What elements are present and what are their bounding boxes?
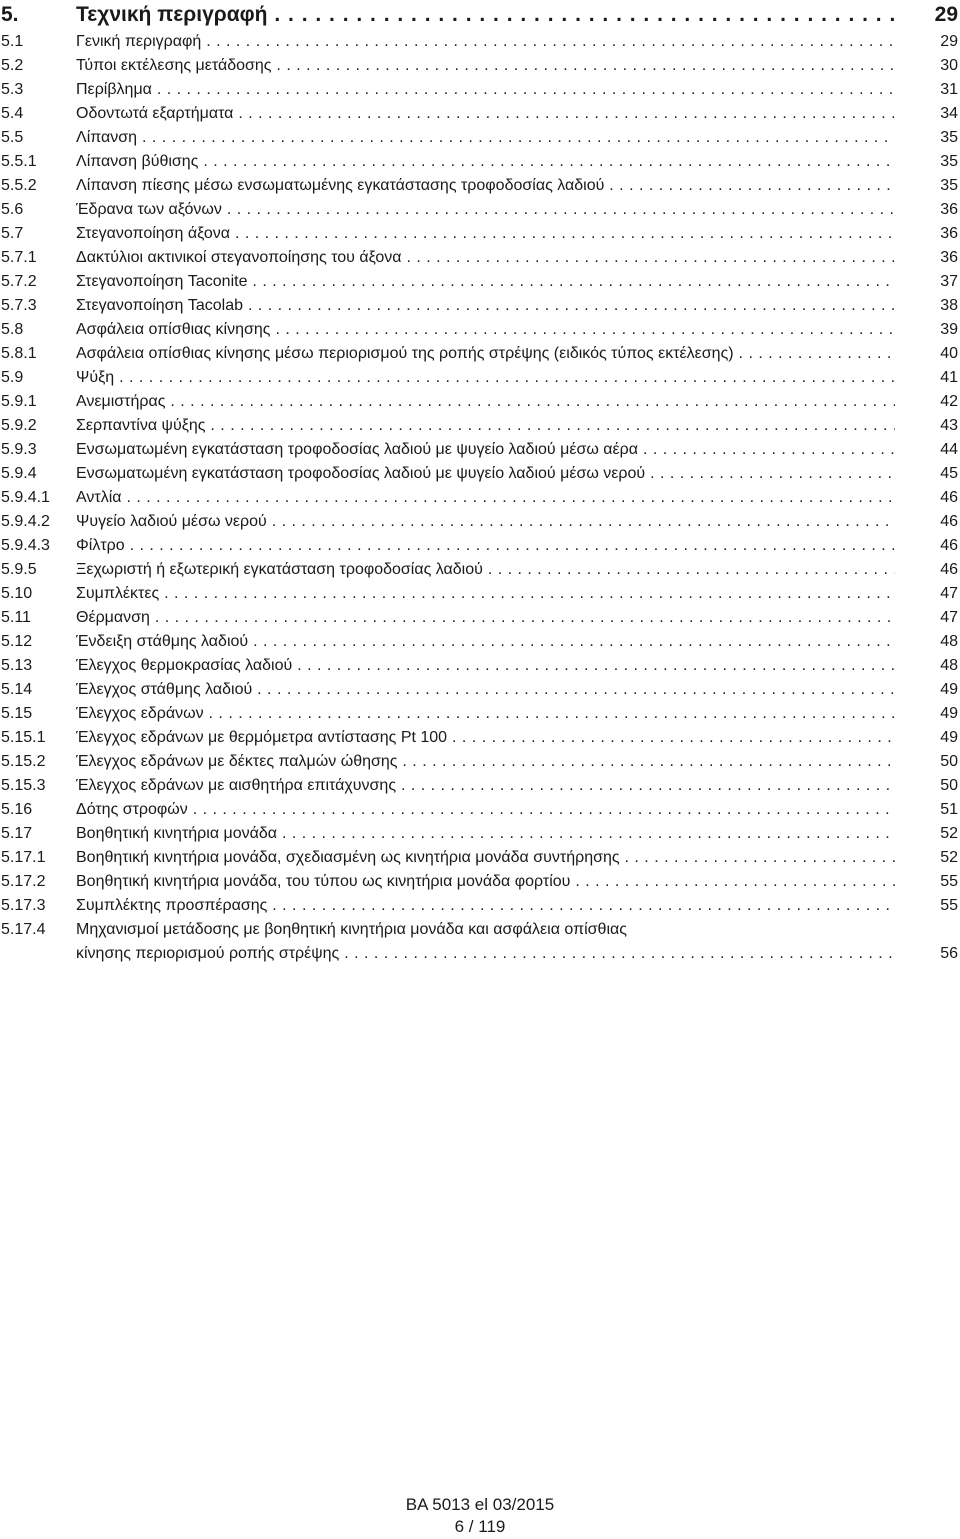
toc-title: Λίπανση . . . <box>76 126 895 150</box>
toc-page: 49 <box>940 705 958 722</box>
toc-title: Έλεγχος στάθμης λαδιού . . . <box>76 678 895 702</box>
toc-title: Στεγανοποίηση Taconite . . . <box>76 270 895 294</box>
toc-number: 5.7.2 <box>1 273 37 290</box>
toc-entry[interactable] <box>0 270 960 294</box>
toc-number: 5.8 <box>1 321 24 338</box>
toc-number: 5.15.1 <box>1 729 46 746</box>
toc-entry[interactable] <box>0 438 960 462</box>
document-id: BA 5013 el 03/2015 <box>405 1495 555 1514</box>
toc-page: 55 <box>940 873 958 890</box>
toc-entry[interactable] <box>0 486 960 510</box>
toc-entry[interactable] <box>0 678 960 702</box>
toc-entry[interactable] <box>0 750 960 774</box>
toc-title: Στεγανοποίηση Tacolab . . . <box>76 294 895 318</box>
toc-title: Βοηθητική κινητήρια μονάδα . . . <box>76 822 895 846</box>
toc-title: Δακτύλιοι ακτινικοί στεγανοποίησης του άξονα . . . <box>76 246 895 270</box>
toc-title-line-1: Μηχανισμοί μετάδοσης με βοηθητική κινητήρια μονάδα και ασφάλεια οπίσθιας <box>76 921 627 938</box>
toc-page: 49 <box>940 729 958 746</box>
toc-title: Ένδειξη στάθμης λαδιού . . . <box>76 630 895 654</box>
toc-entry[interactable] <box>0 726 960 750</box>
toc-page: 36 <box>940 201 958 218</box>
toc-title: Ανεμιστήρας . . . <box>76 390 895 414</box>
toc-page: 42 <box>940 393 958 410</box>
toc-number: 5.8.1 <box>1 345 37 362</box>
toc-entry[interactable] <box>0 174 960 198</box>
toc-entry[interactable] <box>0 78 960 102</box>
toc-number: 5.17.4 <box>1 921 46 938</box>
toc-page: 56 <box>940 945 958 962</box>
toc-title: Τύποι εκτέλεσης μετάδοσης . . . <box>76 54 895 78</box>
toc-entry[interactable] <box>0 630 960 654</box>
toc-entry[interactable] <box>0 30 960 54</box>
toc-title: Φίλτρο . . . <box>76 534 895 558</box>
toc-entry-two-line[interactable] <box>0 918 960 966</box>
toc-entry[interactable] <box>0 510 960 534</box>
toc-title: Ξεχωριστή ή εξωτερική εγκατάσταση τροφοδοσίας λαδιού . . . <box>76 558 895 582</box>
toc-page: 35 <box>940 129 958 146</box>
toc-title: Βοηθητική κινητήρια μονάδα, του τύπου ως κινητήρια μονάδα φορτίου . . . <box>76 870 895 894</box>
toc-title: Έλεγχος εδράνων με θερμόμετρα αντίστασης Pt 100 . . . <box>76 726 895 750</box>
toc-page: 38 <box>940 297 958 314</box>
toc-title: Λίπανση πίεσης μέσω ενσωματωμένης εγκατάστασης τροφοδοσίας λαδιού . . . <box>76 174 895 198</box>
toc-number: 5.4 <box>1 105 24 122</box>
toc-number: 5.9.2 <box>1 417 37 434</box>
toc-page: 43 <box>940 417 958 434</box>
toc-entry[interactable] <box>0 54 960 78</box>
toc-entry[interactable] <box>0 702 960 726</box>
toc-number: 5.15.2 <box>1 753 46 770</box>
toc-title: Θέρμανση . . . <box>76 606 895 630</box>
toc-page: 36 <box>940 249 958 266</box>
toc-page: 31 <box>940 81 958 98</box>
toc-page: 46 <box>940 489 958 506</box>
toc-title: Γενική περιγραφή . . . <box>76 30 895 54</box>
toc-number: 5.13 <box>1 657 33 674</box>
toc-page: 46 <box>940 513 958 530</box>
toc-page: 36 <box>940 225 958 242</box>
toc-chapter-heading[interactable] <box>0 0 960 30</box>
toc-entry[interactable] <box>0 126 960 150</box>
toc-entry[interactable] <box>0 318 960 342</box>
toc-page: 47 <box>940 609 958 626</box>
toc-title: Στεγανοποίηση άξονα . . . <box>76 222 895 246</box>
toc-title: Έλεγχος εδράνων . . . <box>76 702 895 726</box>
toc-entry[interactable] <box>0 822 960 846</box>
toc-title: Ενσωματωμένη εγκατάσταση τροφοδοσίας λαδιού με ψυγείο λαδιού μέσω αέρα . . . <box>76 438 895 462</box>
toc-entry[interactable] <box>0 150 960 174</box>
toc-number: 5.17.1 <box>1 849 46 866</box>
toc-title: Αντλία . . . <box>76 486 895 510</box>
toc-number: 5.16 <box>1 801 33 818</box>
toc-page: 34 <box>940 105 958 122</box>
toc-entry[interactable] <box>0 102 960 126</box>
toc-page: 30 <box>940 57 958 74</box>
toc-page: 47 <box>940 585 958 602</box>
toc-page: 45 <box>940 465 958 482</box>
toc-title: Οδοντωτά εξαρτήματα . . . <box>76 102 895 126</box>
toc-entry[interactable] <box>0 774 960 798</box>
toc-number: 5.9.5 <box>1 561 37 578</box>
toc-number: 5.7 <box>1 225 24 242</box>
toc-number: 5.15 <box>1 705 33 722</box>
toc-number: 5.5.1 <box>1 153 37 170</box>
toc-page: 51 <box>940 801 958 818</box>
toc-number: 5.5 <box>1 129 24 146</box>
toc-entry[interactable] <box>0 414 960 438</box>
toc-number: 5.14 <box>1 681 33 698</box>
toc-number: 5.7.3 <box>1 297 37 314</box>
toc-title: Ασφάλεια οπίσθιας κίνησης . . . <box>76 318 895 342</box>
toc-entry[interactable] <box>0 342 960 366</box>
toc-title: Έλεγχος εδράνων με αισθητήρα επιτάχυνσης . . . <box>76 774 895 798</box>
toc-entry[interactable] <box>0 846 960 870</box>
toc-number: 5.17 <box>1 825 33 842</box>
toc-page: 35 <box>940 177 958 194</box>
toc-entry[interactable] <box>0 582 960 606</box>
toc-entry[interactable] <box>0 558 960 582</box>
toc-page: 48 <box>940 657 958 674</box>
toc-number: 5.6 <box>1 201 24 218</box>
toc-page: 41 <box>940 369 958 386</box>
toc-page: 52 <box>940 849 958 866</box>
toc-entry[interactable] <box>0 198 960 222</box>
toc-title: Τεχνική περιγραφή . . . <box>76 0 895 30</box>
toc-title: Συμπλέκτες . . . <box>76 582 895 606</box>
toc-entry[interactable] <box>0 606 960 630</box>
toc-page: 44 <box>940 441 958 458</box>
toc-entry[interactable] <box>0 222 960 246</box>
page-indicator: 6 / 119 <box>454 1517 506 1536</box>
toc-entry[interactable] <box>0 870 960 894</box>
toc-page: 39 <box>940 321 958 338</box>
toc-title: Περίβλημα . . . <box>76 78 895 102</box>
toc-title: Ασφάλεια οπίσθιας κίνησης μέσω περιορισμού της ροπής στρέψης (ειδικός τύπος εκτέλεσης) . . . <box>76 342 895 366</box>
toc-number: 5.1 <box>1 33 24 50</box>
toc-number: 5.9.4 <box>1 465 37 482</box>
toc-number: 5.5.2 <box>1 177 37 194</box>
toc-page: 46 <box>940 537 958 554</box>
toc-page: 35 <box>940 153 958 170</box>
toc-title: Ενσωματωμένη εγκατάσταση τροφοδοσίας λαδιού με ψυγείο λαδιού μέσω νερού . . . <box>76 462 895 486</box>
toc-entry[interactable] <box>0 894 960 918</box>
toc-title: Έλεγχος εδράνων με δέκτες παλμών ώθησης . . . <box>76 750 895 774</box>
toc-number: 5.9.4.1 <box>1 489 50 506</box>
toc-number: 5. <box>1 3 19 26</box>
toc-number: 5.11 <box>1 609 31 626</box>
toc-page: 52 <box>940 825 958 842</box>
toc-entry[interactable] <box>0 366 960 390</box>
toc-number: 5.12 <box>1 633 33 650</box>
toc-entry[interactable] <box>0 246 960 270</box>
toc-title: Έδρανα των αξόνων . . . <box>76 198 895 222</box>
toc-entry[interactable] <box>0 462 960 486</box>
toc-entry[interactable] <box>0 390 960 414</box>
toc-title: Σερπαντίνα ψύξης . . . <box>76 414 895 438</box>
toc-page: 37 <box>940 273 958 290</box>
toc-page: 40 <box>940 345 958 362</box>
toc-title: Ψύξη . . . <box>76 366 895 390</box>
toc-title: Έλεγχος θερμοκρασίας λαδιού . . . <box>76 654 895 678</box>
toc-entry[interactable] <box>0 534 960 558</box>
toc-page: 50 <box>940 777 958 794</box>
toc-number: 5.17.2 <box>1 873 46 890</box>
toc-number: 5.9.4.2 <box>1 513 50 530</box>
toc-page: 29 <box>934 3 958 26</box>
toc-number: 5.9.3 <box>1 441 37 458</box>
toc-number: 5.2 <box>1 57 24 74</box>
toc-page: 50 <box>940 753 958 770</box>
toc-title: Λίπανση βύθισης . . . <box>76 150 895 174</box>
toc-title: Συμπλέκτης προσπέρασης . . . <box>76 894 895 918</box>
toc-number: 5.7.1 <box>1 249 37 266</box>
toc-number: 5.9 <box>1 369 24 386</box>
toc-page: 49 <box>940 681 958 698</box>
toc-entry[interactable] <box>0 294 960 318</box>
toc-title: Ψυγείο λαδιού μέσω νερού . . . <box>76 510 895 534</box>
toc-number: 5.10 <box>1 585 33 602</box>
toc-page: 48 <box>940 633 958 650</box>
toc-title-line-2: κίνησης περιορισμού ροπής στρέψης . . . <box>76 942 895 966</box>
toc-number: 5.17.3 <box>1 897 46 914</box>
toc-title: Βοηθητική κινητήρια μονάδα, σχεδιασμένη ως κινητήρια μονάδα συντήρησης . . . <box>76 846 895 870</box>
toc-number: 5.15.3 <box>1 777 46 794</box>
toc-entry[interactable] <box>0 798 960 822</box>
toc-page: 29 <box>940 33 958 50</box>
toc-number: 5.9.4.3 <box>1 537 50 554</box>
toc-entry[interactable] <box>0 654 960 678</box>
toc-number: 5.3 <box>1 81 24 98</box>
toc-number: 5.9.1 <box>1 393 37 410</box>
toc-page: 46 <box>940 561 958 578</box>
toc-page: 55 <box>940 897 958 914</box>
toc-title: Δότης στροφών . . . <box>76 798 895 822</box>
